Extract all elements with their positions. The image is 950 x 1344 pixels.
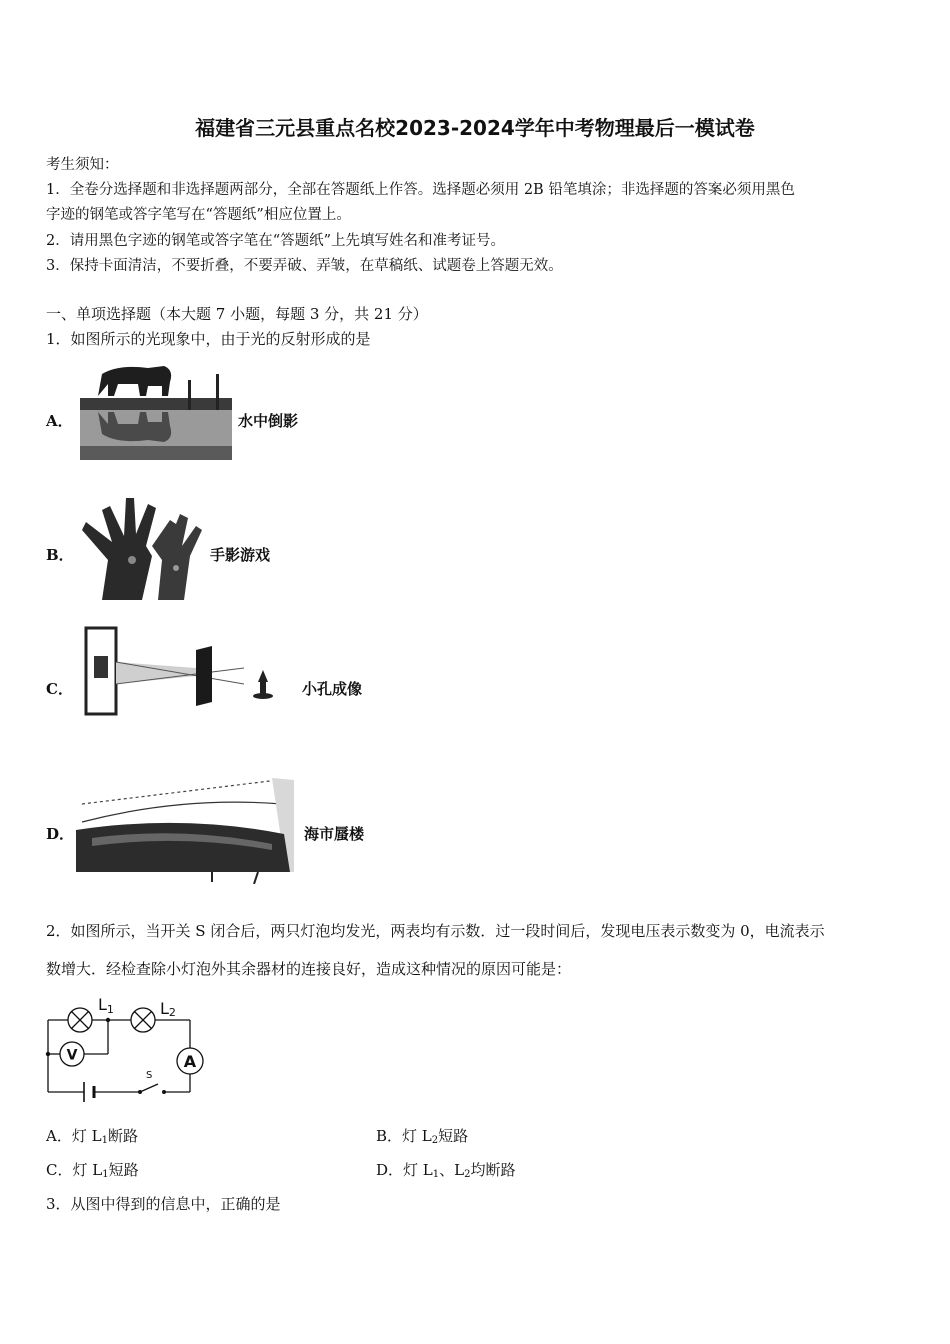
ammeter-label: A bbox=[183, 1052, 197, 1071]
q1-option-a-caption: 水中倒影 bbox=[238, 412, 299, 430]
circuit-diagram bbox=[40, 996, 215, 1108]
question-3-stem: 3．从图中得到的信息中，正确的是 bbox=[46, 1195, 281, 1213]
q2-option-a: A．灯 $L_1$断路 bbox=[46, 1127, 138, 1146]
q1-option-c-caption: 小孔成像 bbox=[302, 680, 363, 698]
q1-option-a-letter: A． bbox=[46, 412, 73, 430]
pinhole-camera-image bbox=[84, 626, 284, 718]
lamp-l2-label: L2 bbox=[160, 999, 176, 1019]
q2-option-c: C．灯 $L_1$短路 bbox=[46, 1161, 139, 1180]
q1-option-b-caption: 手影游戏 bbox=[210, 546, 271, 564]
q1-option-b-letter: B． bbox=[46, 546, 74, 564]
voltmeter-label: V bbox=[66, 1047, 78, 1064]
notice-item-1-line-1: 1．全卷分选择题和非选择题两部分，全部在答题纸上作答。选择题必须用 2B 铅笔填涂；非选择题的答案必须用黑色 bbox=[46, 182, 795, 198]
question-2-stem-line-1: 2．如图所示，当开关 S 闭合后，两只灯泡均发光，两表均有示数．过一段时间后，发现电压表示数变为 0，电流表示 bbox=[46, 922, 825, 940]
q1-option-c-letter: C． bbox=[46, 680, 73, 698]
page-title: 福建省三元县重点名校2023-2024学年中考物理最后一模试卷 bbox=[195, 116, 755, 140]
hand-shadow-image bbox=[72, 490, 212, 604]
question-1-stem: 1．如图所示的光现象中，由于光的反射形成的是 bbox=[46, 330, 371, 348]
q2-option-b: B．灯 $L_2$短路 bbox=[376, 1127, 469, 1146]
lamp-l1-label: L1 bbox=[98, 996, 114, 1016]
notice-item-1-line-2: 字迹的钢笔或答字笔写在“答题纸”相应位置上。 bbox=[46, 207, 351, 223]
section-heading: 一、单项选择题（本大题 7 小题，每题 3 分，共 21 分） bbox=[46, 305, 428, 323]
q2-option-d: D．灯 $L_1$、$L_2$均断路 bbox=[376, 1161, 516, 1180]
water-reflection-image bbox=[78, 360, 238, 464]
switch-label: S bbox=[146, 1070, 153, 1081]
notice-item-2: 2．请用黑色字迹的钢笔或答字笔在“答题纸”上先填写姓名和准考证号。 bbox=[46, 233, 506, 249]
notice-heading: 考生须知： bbox=[46, 157, 119, 173]
q1-option-d-caption: 海市蜃楼 bbox=[304, 825, 365, 843]
question-2-stem-line-2: 数增大．经检查除小灯泡外其余器材的连接良好，造成这种情况的原因可能是： bbox=[46, 960, 572, 978]
notice-item-3: 3．保持卡面清洁，不要折叠，不要弄破、弄皱，在草稿纸、试题卷上答题无效。 bbox=[46, 258, 563, 274]
mirage-image bbox=[72, 774, 298, 884]
q1-option-d-letter: D． bbox=[46, 825, 75, 843]
